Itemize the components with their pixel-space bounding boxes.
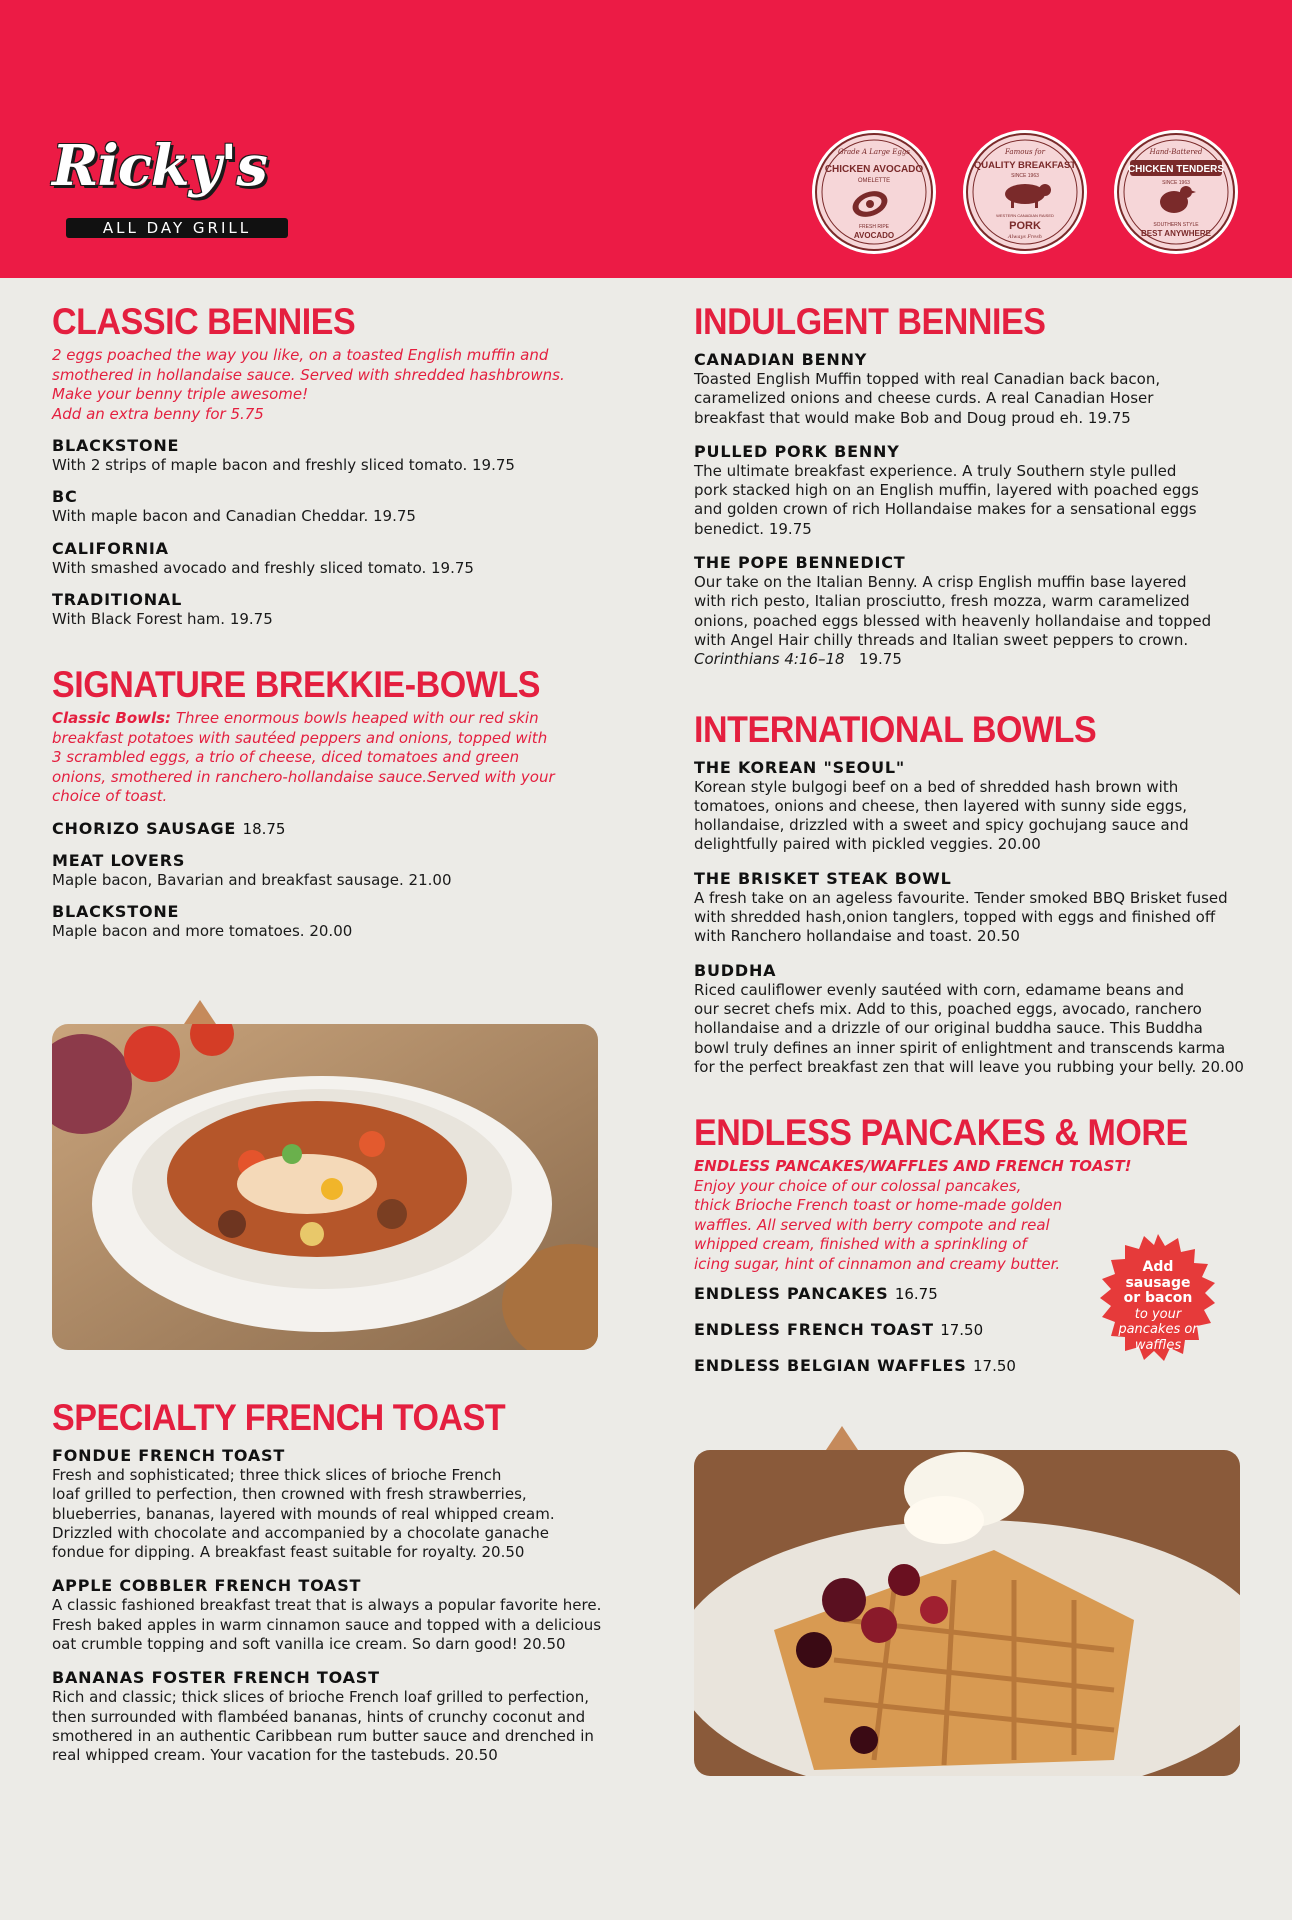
badge2-subtitle: SINCE 1963 [1011,173,1039,179]
item-desc: smothered in an authentic Caribbean rum butter sauce and drenched in [52,1726,594,1745]
badge2-title: QUALITY BREAKFAST [973,160,1077,171]
photo-pointer [826,1426,858,1450]
item-name: BUDDHA [694,960,777,980]
menu-item [694,961,1246,1077]
logo-tagline: ALL DAY GRILL [66,218,288,238]
intro-line: waffles. All served with berry compote and real [694,1215,1050,1234]
badge1-bottom-small: FRESH RIPE [858,224,890,230]
intro-line: breakfast potatoes with sautéed peppers and onions, topped with [52,728,548,747]
item-name-text: ENDLESS BELGIAN WAFFLES [694,1356,967,1376]
item-desc: Maple bacon, Bavarian and breakfast sausage. 21.00 [52,870,452,889]
menu-item [52,487,644,526]
item-name: BC [52,487,78,507]
badge3-title: CHICKEN TENDERS [1127,164,1225,175]
brekkie-bowls-title: SIGNATURE BREKKIE-BOWLS [52,664,541,706]
intro-line: thick Brioche French toast or home-made golden [694,1196,1063,1215]
item-desc: pork stacked high on an English muffin, layered with poached eggs [694,481,1199,500]
item-desc: Toasted English Muffin topped with real Canadian back bacon, [694,370,1161,388]
item-desc: for the perfect breakfast zen that will leave you rubbing your belly. 20.00 [694,1057,1244,1076]
item-price: 18.75 [242,819,286,838]
chicken-tenders-badge [1112,128,1240,256]
item-desc: hollandaise, drizzled with a sweet and spicy gochujang sauce and [694,816,1189,835]
menu-item [52,1668,644,1765]
badge1-bottom: AVOCADO [853,231,895,240]
burst-line: to your [1134,1306,1182,1322]
item-desc: loaf grilled to perfection, then crowned with fresh strawberries, [52,1485,527,1504]
item-name: FONDUE FRENCH TOAST [52,1446,286,1465]
item-desc: with rich pesto, Italian prosciutto, fresh mozza, warm caramelized [694,592,1190,611]
menu-item [52,1446,644,1562]
burst-line: Add [1142,1259,1174,1275]
intro-bold: Classic Bowls: [52,709,172,728]
item-name: THE KOREAN "SEOUL" [694,757,905,777]
badge3-subtitle: SINCE 1963 [1162,180,1190,186]
item-desc: our secret chefs mix. Add to this, poached eggs, avocado, ranchero [694,999,1202,1018]
item-price: 17.50 [972,1357,1016,1376]
burst-line: or bacon [1123,1290,1193,1306]
item-name: BLACKSTONE [52,901,180,921]
burst-line: waffles [1134,1337,1182,1353]
rickys-logo [52,133,288,240]
item-desc: tomatoes, onions and cheese, then layered with sunny side eggs, [694,796,1188,815]
intro-line: Add an extra benny for 5.75 [52,404,264,423]
item-desc: With 2 strips of maple bacon and freshly sliced tomato. 19.75 [52,456,515,474]
badge2-bottom-small: Always Fresh [1007,234,1043,240]
item-desc: Rich and classic; thick slices of brioche French loaf grilled to perfection, [52,1688,589,1707]
item-desc: Fresh and sophisticated; three thick slices of brioche French [52,1466,502,1484]
intro-line: onions, smothered in ranchero-hollandaise sauce.Served with your [52,767,555,786]
item-desc: breakfast that would make Bob and Doug proud eh. 19.75 [694,408,1131,427]
badge2-top: Famous for [1005,148,1045,156]
item-desc: Maple bacon and more tomatoes. 20.00 [52,921,353,940]
right-column [694,300,1246,1376]
brekkie-bowls-section [52,663,644,941]
quality-breakfast-badge [961,128,1089,256]
item-desc: and golden crown of rich Hollandaise makes for a sensational eggs [694,500,1197,519]
indulgent-bennies-title: INDULGENT BENNIES [694,301,1046,342]
item-desc: then surrounded with flambéed bananas, hints of crunchy coconut and [52,1707,586,1726]
intro-line: whipped cream, finished with a sprinkling of [694,1235,1027,1254]
item-price: 17.50 [940,1321,984,1340]
burst-line: pancakes or [1118,1322,1198,1337]
badge1-title: CHICKEN AVOCADO [824,164,924,175]
intro-line [52,709,644,729]
item-desc: with shredded hash,onion tanglers, topped with eggs and finished off [694,908,1216,927]
classic-bennies-section [52,300,644,629]
item-name: CANADIAN BENNY [694,350,868,369]
breakfast-bowl-photo [52,1024,598,1350]
item-desc: real whipped cream. Your vacation for the tastebuds. 20.50 [52,1746,498,1765]
menu-item [52,902,644,941]
item-name: THE BRISKET STEAK BOWL [694,868,952,888]
item-price: 16.75 [894,1285,938,1304]
item-desc: The ultimate breakfast experience. A truly Southern style pulled [694,461,1177,480]
classic-bennies-intro [52,346,644,424]
menu-item [694,350,1246,428]
intro-line: icing sugar, hint of cinnamon and creamy butter. [694,1254,1061,1273]
item-name-text: ENDLESS FRENCH TOAST [694,1320,934,1340]
item-desc: fondue for dipping. A breakfast feast suitable for royalty. 20.50 [52,1543,525,1562]
item-name: BLACKSTONE [52,436,180,455]
left-column [52,300,644,941]
french-toast-title: SPECIALTY FRENCH TOAST [52,1397,506,1438]
header-banner [0,0,1292,278]
item-price: 19.75 [858,650,902,669]
avocado-omelette-badge [810,128,938,256]
item-name: TRADITIONAL [52,589,183,609]
item-desc: delightfully paired with pickled veggies. 20.00 [694,835,1041,854]
menu-item [52,1576,644,1654]
verse-text: Corinthians 4:16–18 [694,650,845,669]
item-desc: with Ranchero hollandaise and toast. 20.50 [694,927,1020,946]
item-name: PULLED PORK BENNY [694,441,900,461]
badge2-bottom: PORK [1009,220,1041,232]
item-desc: A fresh take on an ageless favourite. Tender smoked BBQ Brisket fused [694,888,1228,907]
item-desc: Drizzled with chocolate and accompanied by a chocolate ganache [52,1523,549,1542]
menu-item [52,590,644,629]
item-desc: oat crumble topping and soft vanilla ice cream. So darn good! 20.50 [52,1635,566,1654]
international-bowls-section [694,708,1246,1078]
item-name: APPLE COBBLER FRENCH TOAST [52,1576,362,1596]
badge1-subtitle: OMELETTE [857,178,891,184]
menu-item [52,851,644,890]
item-desc: benedict. 19.75 [694,519,812,538]
item-name: THE POPE BENNEDICT [694,553,906,573]
waffle-photo [694,1450,1240,1776]
burst-line: sausage [1125,1274,1191,1291]
item-desc: Riced cauliflower evenly sautéed with corn, edamame beans and [694,980,1185,999]
intro-line: Make your benny triple awesome! [52,385,309,403]
badge2-mid: WESTERN CANADIAN RAISED [996,213,1054,218]
menu-item [694,869,1246,947]
brekkie-bowls-intro [52,709,644,807]
item-desc: bowl truly defines an inner spirit of enlightment and transcends karma [694,1038,1226,1057]
badge3-top: Hand-Battered [1149,148,1203,156]
intro-line: 3 scrambled eggs, a trio of cheese, diced tomatoes and green [52,748,520,767]
item-desc: Our take on the Italian Benny. A crisp English muffin base layered [694,573,1187,592]
item-desc: caramelized onions and cheese curds. A real Canadian Hoser [694,389,1154,408]
item-desc: A classic fashioned breakfast treat that is always a popular favorite here. [52,1596,602,1615]
classic-bennies-title: CLASSIC BENNIES [52,301,356,342]
item-name: BANANAS FOSTER FRENCH TOAST [52,1668,380,1688]
photo-pointer [184,1000,216,1024]
item-desc: With Black Forest ham. 19.75 [52,609,273,628]
logo-wordmark: Ricky's [52,133,267,199]
item-desc [694,650,1246,669]
item-name-text: CHORIZO SAUSAGE [52,818,237,838]
french-toast-section [52,1396,644,1766]
menu-item [52,539,644,578]
menu-item [52,819,644,839]
badge3-bottom: BEST ANYWHERE [1141,229,1211,238]
item-desc: Korean style bulgogi beef on a bed of shredded hash brown with [694,777,1179,796]
item-desc: with Angel Hair chilly threads and Italian sweet peppers to crown. [694,630,1189,649]
item-desc: With maple bacon and Canadian Cheddar. 19.75 [52,507,416,526]
menu-item [694,442,1246,539]
item-name [52,819,644,839]
endless-subtitle: ENDLESS PANCAKES/WAFFLES AND FRENCH TOAST! [694,1157,1132,1176]
intro-line: 2 eggs poached the way you like, on a toasted English muffin and [52,346,549,364]
badge1-top: Grade A Large Eggs [838,148,910,156]
badge3-bottom-small: SOUTHERN STYLE [1153,222,1199,228]
intro-line: smothered in hollandaise sauce. Served with shredded hashbrowns. [52,365,565,384]
item-desc: With smashed avocado and freshly sliced tomato. 19.75 [52,558,474,577]
item-name-text: ENDLESS PANCAKES [694,1284,889,1304]
add-sausage-starburst [1092,1232,1224,1364]
international-bowls-title: INTERNATIONAL BOWLS [694,708,1097,750]
item-desc: onions, poached eggs blessed with heavenly hollandaise and topped [694,611,1212,630]
item-name: CALIFORNIA [52,538,169,558]
starburst-text [1092,1260,1224,1353]
intro-line: Enjoy your choice of our colossal pancakes, [694,1176,1022,1195]
endless-title: ENDLESS PANCAKES & MORE [694,1112,1188,1154]
item-desc: blueberries, bananas, layered with mounds of real whipped cream. [52,1504,555,1523]
indulgent-bennies-section [694,300,1246,670]
intro-line: choice of toast. [52,787,168,806]
item-desc: Fresh baked apples in warm cinnamon sauce and topped with a delicious [52,1615,602,1634]
menu-item [52,436,644,475]
intro-text: Three enormous bowls heaped with our red skin [171,709,539,728]
menu-item [694,758,1246,855]
menu-item [694,553,1246,669]
item-desc: hollandaise and a drizzle of our original buddha sauce. This Buddha [694,1019,1203,1038]
item-name: MEAT LOVERS [52,850,186,870]
